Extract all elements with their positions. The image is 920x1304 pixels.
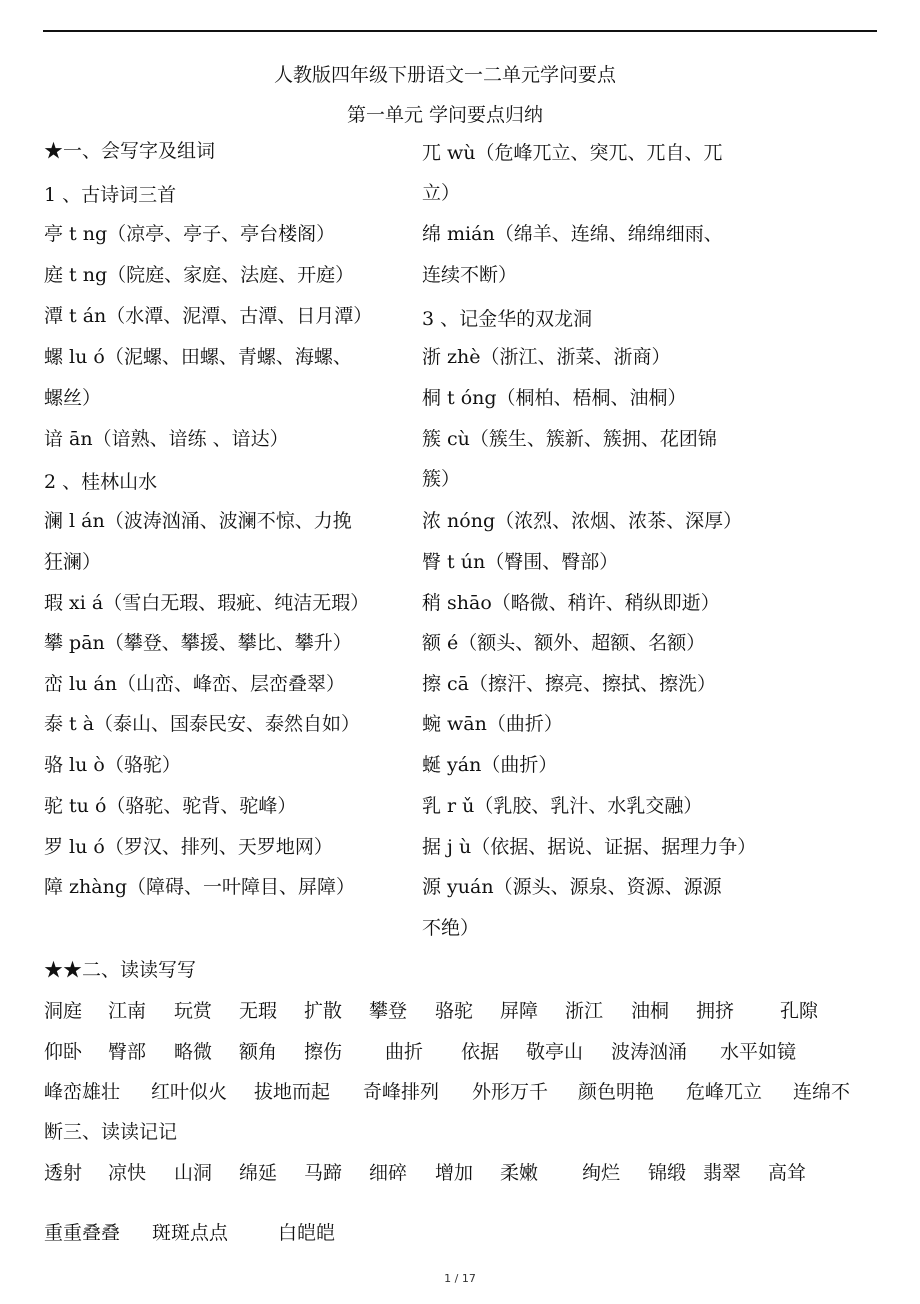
character-entry-continued: 不绝）	[422, 917, 480, 939]
vocab-word: 曲折	[385, 1041, 424, 1063]
vocab-word: 细碎	[369, 1162, 408, 1184]
vocab-word: 锦缎	[648, 1162, 687, 1184]
character-entry: 额 é（额头、额外、超额、名额）	[422, 632, 706, 654]
section-heading-write: ★一、会写字及组词	[44, 140, 216, 162]
character-entry: 亭 t ng（凉亭、亭子、亭台楼阁）	[44, 223, 336, 245]
character-entry: 擦 cā（擦汗、擦亮、擦拭、擦洗）	[422, 673, 717, 695]
character-entry: 峦 lu án（山峦、峰峦、层峦叠翠）	[44, 673, 345, 695]
character-entry-continued: 连续不断）	[422, 264, 518, 286]
character-entry: 绵 mián（绵羊、连绵、绵绵细雨、	[422, 223, 723, 245]
lesson-heading: 1 、古诗词三首	[44, 184, 177, 206]
vocab-word: 波涛汹涌	[611, 1041, 688, 1063]
character-entry-continued: 螺丝）	[44, 387, 102, 409]
character-entry: 簇 cù（簇生、簇新、簇拥、花团锦	[422, 428, 717, 450]
vocab-word: 白皑皑	[278, 1222, 336, 1244]
vocab-word: 颜色明艳	[578, 1081, 655, 1103]
character-entry: 稍 shāo（略微、稍许、稍纵即逝）	[422, 592, 720, 614]
vocab-word: 危峰兀立	[686, 1081, 763, 1103]
character-entry: 乳 r ǔ（乳胶、乳汁、水乳交融）	[422, 795, 703, 817]
page-number: 1 / 17	[444, 1272, 476, 1285]
vocab-word: 江南	[108, 1000, 147, 1022]
vocab-word: 凉快	[108, 1162, 147, 1184]
vocab-word: 玩赏	[174, 1000, 213, 1022]
vocab-word: 浙江	[565, 1000, 604, 1022]
vocab-word: 拔地而起	[254, 1081, 331, 1103]
character-entry-continued: 狂澜）	[44, 551, 102, 573]
vocab-word: 马蹄	[304, 1162, 343, 1184]
character-entry-continued: 簇）	[422, 468, 461, 490]
vocab-word: 臀部	[108, 1041, 147, 1063]
section-heading-read-remember: 断三、读读记记	[44, 1121, 178, 1143]
character-entry: 骆 lu ò（骆驼）	[44, 754, 181, 776]
vocab-word: 绵延	[239, 1162, 278, 1184]
character-entry: 澜 l án（波涛汹涌、波澜不惊、力挽	[44, 510, 352, 532]
vocab-word: 孔隙	[780, 1000, 819, 1022]
vocab-word: 屏障	[500, 1000, 539, 1022]
character-entry: 攀 pān（攀登、攀援、攀比、攀升）	[44, 632, 352, 654]
header-rule	[43, 30, 877, 32]
vocab-word: 水平如镜	[720, 1041, 797, 1063]
vocab-word: 重重叠叠	[44, 1222, 121, 1244]
character-entry: 罗 lu ó（罗汉、排列、天罗地网）	[44, 836, 333, 858]
character-entry: 臀 t ún（臀围、臀部）	[422, 551, 619, 573]
lesson-heading: 2 、桂林山水	[44, 471, 158, 493]
character-entry: 螺 lu ó（泥螺、田螺、青螺、海螺、	[44, 346, 352, 368]
character-entry: 桐 t óng（桐柏、梧桐、油桐）	[422, 387, 687, 409]
character-entry: 庭 t ng（院庭、家庭、法庭、开庭）	[44, 264, 355, 286]
vocab-word: 扩散	[304, 1000, 343, 1022]
vocab-word: 骆驼	[435, 1000, 474, 1022]
character-entry: 驼 tu ó（骆驼、驼背、驼峰）	[44, 795, 297, 817]
vocab-word: 油桐	[631, 1000, 670, 1022]
vocab-word: 洞庭	[44, 1000, 83, 1022]
lesson-heading: 3 、记金华的双龙洞	[422, 308, 593, 330]
vocab-word: 透射	[44, 1162, 83, 1184]
character-entry: 据 j ù（依据、据说、证据、据理力争）	[422, 836, 757, 858]
vocab-word: 增加	[435, 1162, 474, 1184]
vocab-word: 依据	[461, 1041, 500, 1063]
vocab-word: 外形万千	[472, 1081, 549, 1103]
vocab-word: 山洞	[174, 1162, 213, 1184]
vocab-word: 高耸	[768, 1162, 807, 1184]
unit-subtitle: 第一单元 学问要点归纳	[346, 104, 544, 126]
character-entry: 兀 wù（危峰兀立、突兀、兀自、兀	[422, 142, 723, 164]
vocab-word: 无瑕	[239, 1000, 278, 1022]
character-entry: 障 zhàng（障碍、一叶障目、屏障）	[44, 876, 356, 898]
vocab-word: 翡翠	[703, 1162, 742, 1184]
character-entry: 泰 t à（泰山、国泰民安、泰然自如）	[44, 713, 361, 735]
vocab-word: 斑斑点点	[152, 1222, 229, 1244]
vocab-word: 柔嫩	[500, 1162, 539, 1184]
vocab-word: 额角	[239, 1041, 278, 1063]
document-title: 人教版四年级下册语文一二单元学问要点	[273, 64, 616, 86]
vocab-word: 擦伤	[304, 1041, 343, 1063]
character-entry: 谙 ān（谙熟、谙练 、谙达）	[44, 428, 289, 450]
character-entry: 浓 nóng（浓烈、浓烟、浓茶、深厚）	[422, 510, 743, 532]
character-entry: 瑕 xi á（雪白无瑕、瑕疵、纯洁无瑕）	[44, 592, 370, 614]
vocab-word: 略微	[174, 1041, 213, 1063]
vocab-word: 仰卧	[44, 1041, 83, 1063]
vocab-word: 敬亭山	[526, 1041, 584, 1063]
character-entry: 蜿 wān（曲折）	[422, 713, 563, 735]
character-entry: 潭 t án（水潭、泥潭、古潭、日月潭）	[44, 305, 373, 327]
character-entry-continued: 立）	[422, 182, 461, 204]
vocab-word: 奇峰排列	[363, 1081, 440, 1103]
character-entry: 浙 zhè（浙江、浙菜、浙商）	[422, 346, 671, 368]
character-entry: 蜒 yán（曲折）	[422, 754, 558, 776]
vocab-word: 连绵不	[793, 1081, 851, 1103]
vocab-word: 攀登	[369, 1000, 408, 1022]
section-heading-read-write: ★★二、读读写写	[44, 959, 197, 981]
character-entry: 源 yuán（源头、源泉、资源、源源	[422, 876, 722, 898]
vocab-word: 红叶似火	[151, 1081, 228, 1103]
vocab-word: 绚烂	[582, 1162, 621, 1184]
vocab-word: 峰峦雄壮	[44, 1081, 121, 1103]
vocab-word: 拥挤	[696, 1000, 735, 1022]
